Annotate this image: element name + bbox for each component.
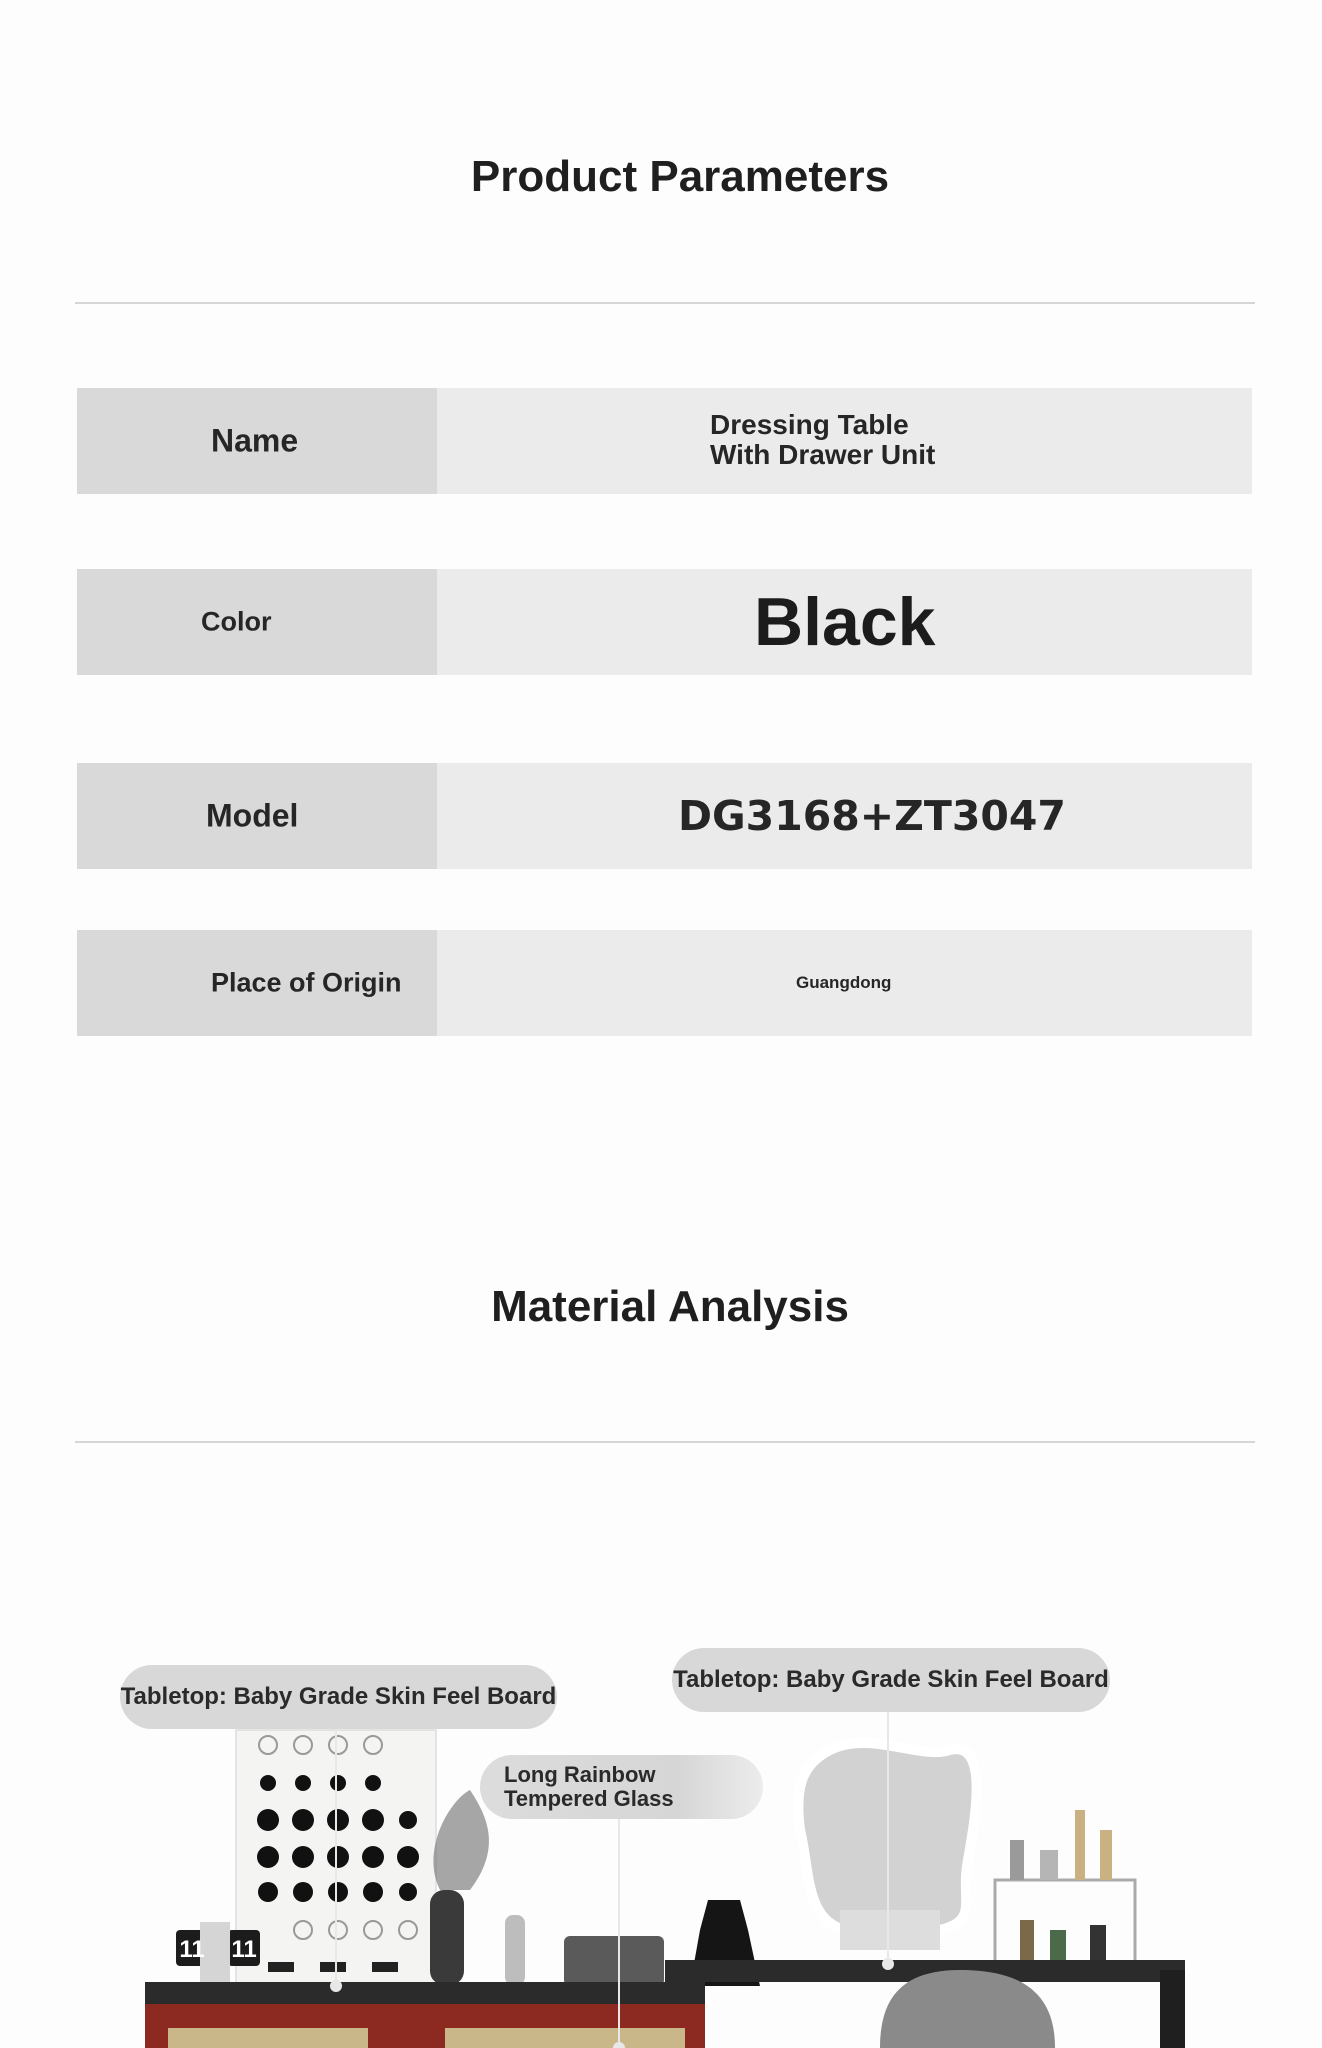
param-label: Color (201, 606, 272, 637)
perfume-tray (995, 1810, 1135, 1970)
callout-glass-line1: Long Rainbow (504, 1762, 656, 1787)
tabletop-left (145, 1982, 705, 2004)
param-label-cell (77, 388, 437, 494)
plant-vase (430, 1790, 489, 1985)
param-label: Name (211, 422, 299, 459)
param-value: DG3168+ZT3047 (678, 792, 1066, 840)
clock-digits: 11 (231, 1936, 257, 1963)
param-value: Black (754, 584, 936, 660)
param-value-cell (437, 569, 1252, 675)
param-row-model (77, 763, 1252, 869)
divider (75, 1441, 1255, 1443)
param-label-cell (77, 763, 437, 869)
callout-tabletop-right: Tabletop: Baby Grade Skin Feel Board (672, 1648, 1110, 1712)
param-label-cell (77, 569, 437, 675)
material-title: Material Analysis (491, 1282, 849, 1331)
param-value (710, 410, 935, 470)
param-value-cell (437, 763, 1252, 869)
callout-glass-line2: Tempered Glass (504, 1786, 674, 1811)
param-label-cell (77, 930, 437, 1036)
param-value-cell (437, 930, 1252, 1036)
divider (75, 302, 1255, 304)
parameters-title: Product Parameters (470, 152, 890, 201)
param-value: Guangdong (796, 973, 892, 992)
param-value-cell (437, 388, 1252, 494)
figurine (505, 1915, 525, 1985)
param-row-color (77, 569, 1252, 675)
param-row-origin (77, 930, 1252, 1036)
param-row-name (77, 388, 1252, 494)
speaker (564, 1936, 664, 1986)
callout-glass (480, 1755, 763, 1819)
clock-digits: 11 (179, 1936, 205, 1963)
param-label: Model (206, 797, 299, 834)
callout-tabletop-left: Tabletop: Baby Grade Skin Feel Board (120, 1665, 557, 1729)
param-value-line1: Dressing Table (710, 409, 909, 440)
param-value-line2: With Drawer Unit (710, 439, 936, 470)
param-label: Place of Origin (211, 967, 402, 998)
